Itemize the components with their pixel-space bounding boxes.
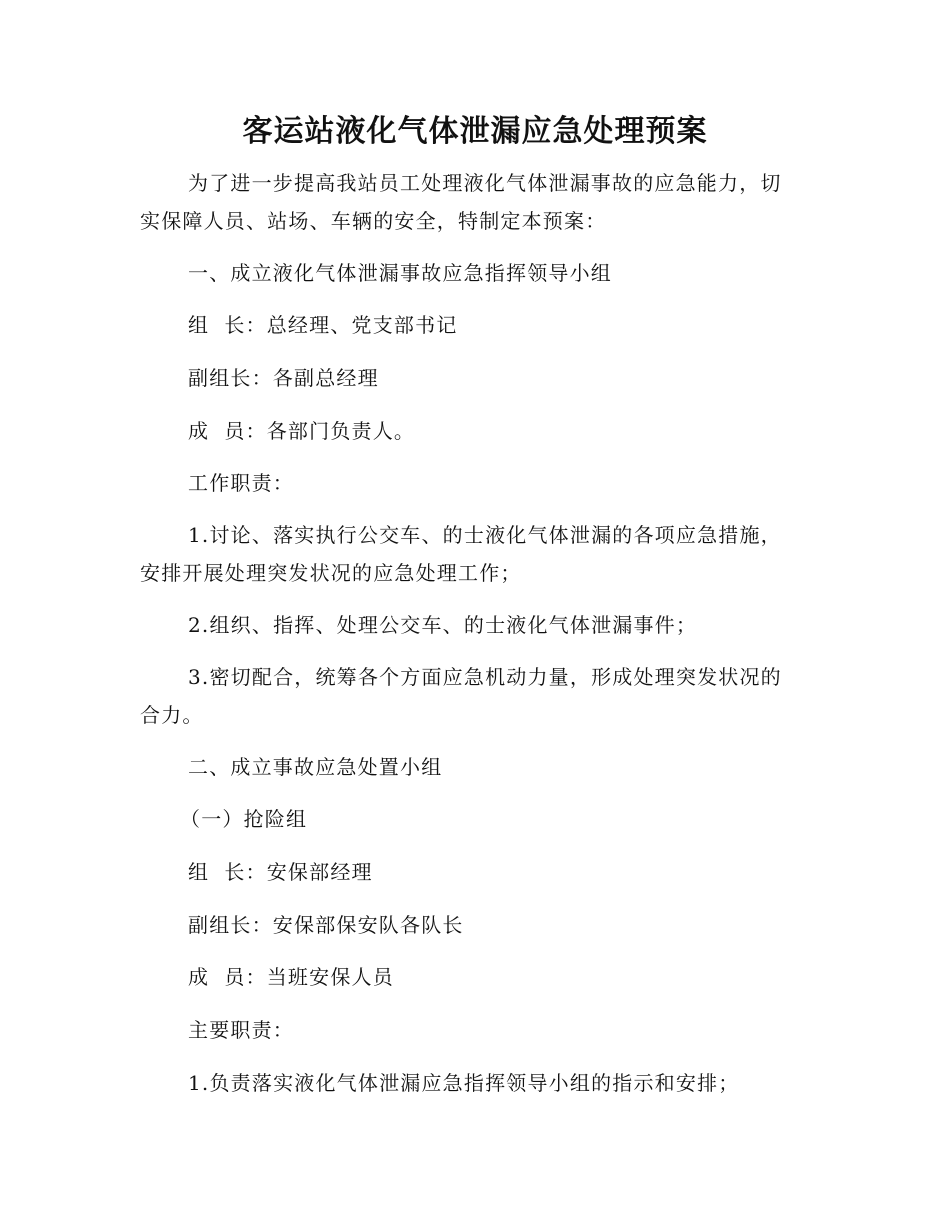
section-1-duty-2: 2.组织、指挥、处理公交车、的士液化气体泄漏事件；: [188, 613, 698, 637]
section-2-group-1-title: （一）抢险组: [180, 807, 308, 831]
section-1-duty-1-line-2: 安排开展处理突发状况的应急处理工作；: [140, 561, 522, 585]
section-2-duties-label: 主要职责：: [188, 1018, 294, 1042]
document-title: 客运站液化气体泄漏应急处理预案: [242, 114, 708, 149]
section-2-duty-1: 1.负责落实液化气体泄漏应急指挥领导小组的指示和安排；: [188, 1071, 740, 1095]
section-1-duty-3-line-1: 3.密切配合，统筹各个方面应急机动力量，形成处理突发状况的: [188, 665, 782, 689]
section-1-leader: 组 长：总经理、党支部书记: [188, 313, 458, 337]
section-2-members: 成 员：当班安保人员: [188, 965, 394, 989]
intro-line-1: 为了进一步提高我站员工处理液化气体泄漏事故的应急能力，切: [188, 171, 782, 195]
section-1-heading: 一、成立液化气体泄漏事故应急指挥领导小组: [188, 261, 612, 285]
section-1-duties-label: 工作职责：: [188, 471, 294, 495]
section-1-duty-3-line-2: 合力。: [140, 703, 204, 727]
section-2-leader: 组 长：安保部经理: [188, 860, 373, 884]
section-2-deputy: 副组长：安保部保安队各队长: [188, 913, 464, 937]
section-1-deputy: 副组长：各副总经理: [188, 366, 379, 390]
section-1-members: 成 员：各部门负责人。: [188, 419, 416, 443]
section-2-heading: 二、成立事故应急处置小组: [188, 755, 443, 779]
intro-line-2: 实保障人员、站场、车辆的安全，特制定本预案：: [140, 209, 607, 233]
section-1-duty-1-line-1: 1.讨论、落实执行公交车、的士液化气体泄漏的各项应急措施，: [188, 523, 782, 547]
